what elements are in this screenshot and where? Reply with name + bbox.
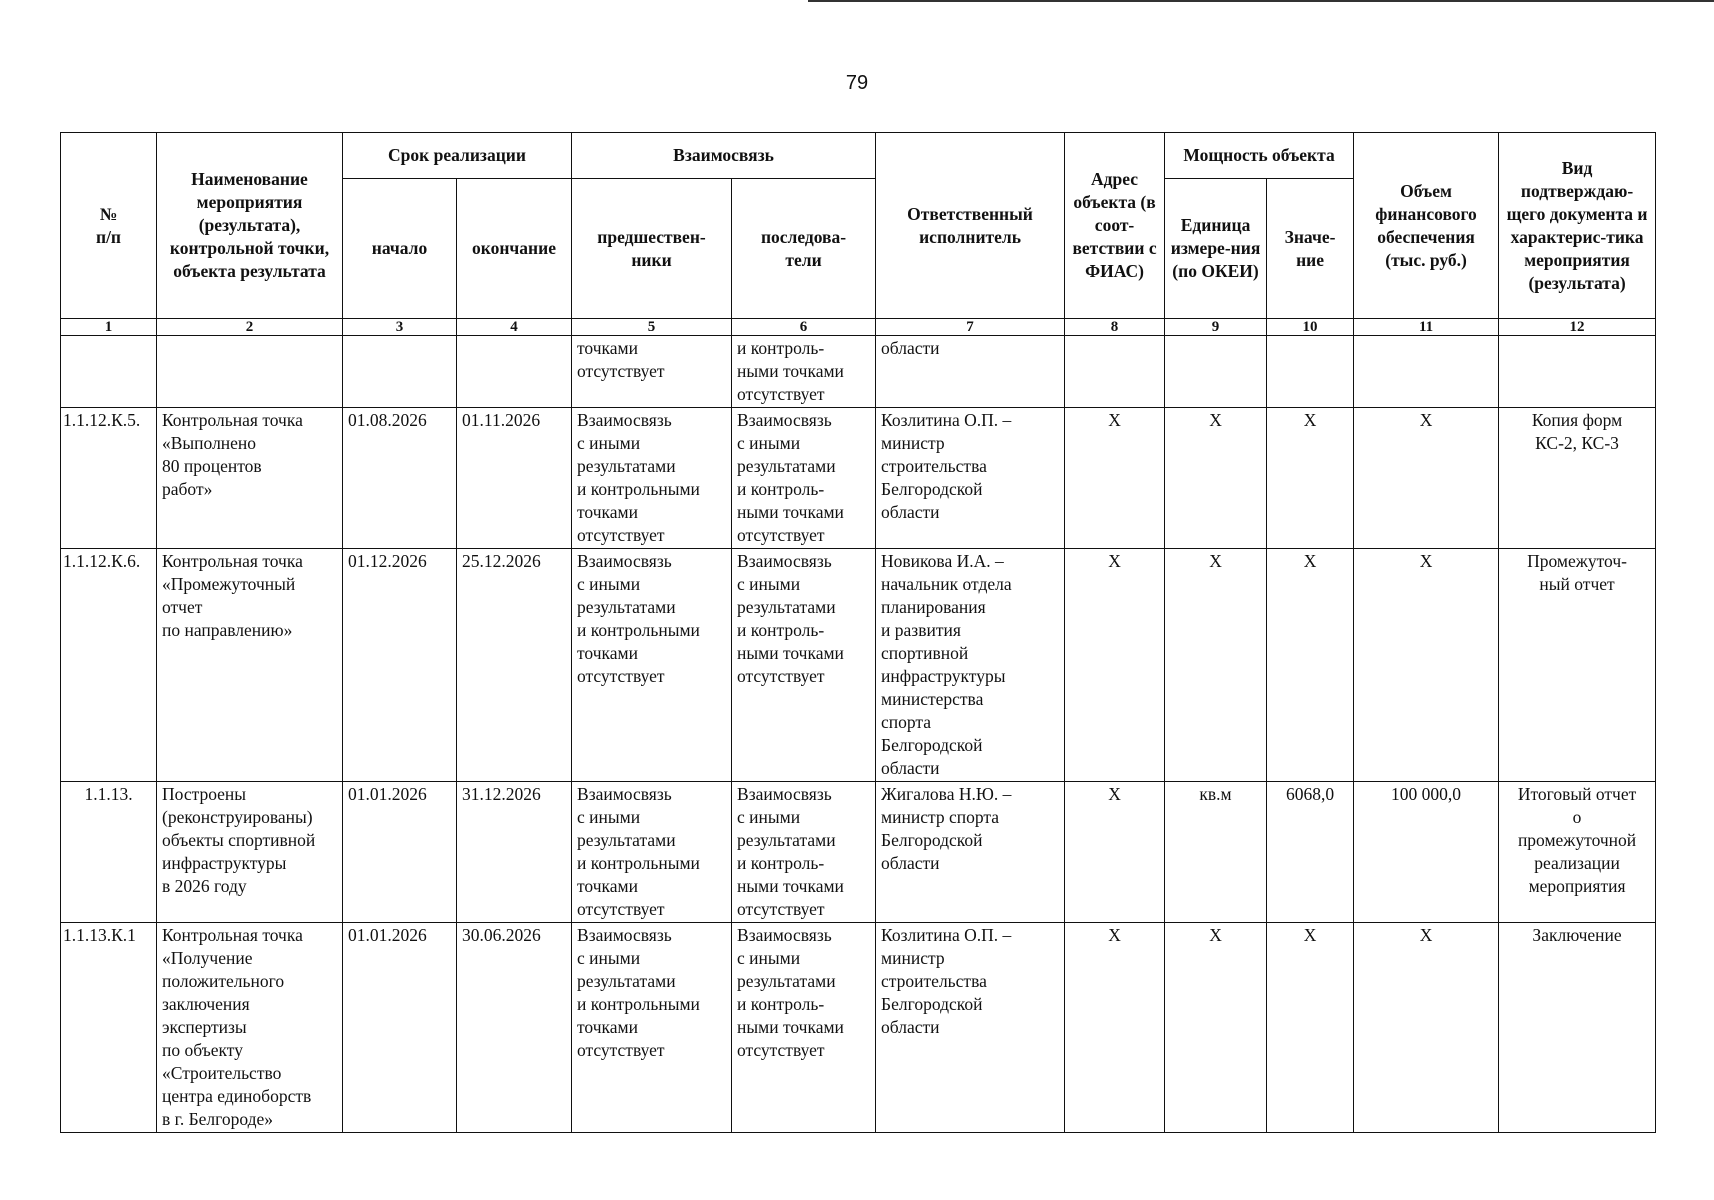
table-row: [61, 923, 1656, 1133]
row-unit: кв.м: [1165, 782, 1267, 923]
row-value: X: [1267, 923, 1354, 1133]
row-next: и контроль- ными точками отсутствует: [732, 336, 876, 408]
col-number: 4: [457, 319, 572, 336]
row-start: [343, 336, 457, 408]
row-finance: X: [1354, 408, 1499, 549]
header-finance: Объем финансового обеспечения (тыс. руб.): [1354, 133, 1499, 319]
row-start: 01.12.2026: [343, 549, 457, 782]
row-unit: X: [1165, 408, 1267, 549]
row-next: Взаимосвязь с иными результатами и контроль- ными точками отсутствует: [732, 549, 876, 782]
row-finance: X: [1354, 923, 1499, 1133]
header-term: Срок реализации: [343, 133, 572, 179]
row-value: [1267, 336, 1354, 408]
header-address: Адрес объекта (в соот-ветствии с ФИАС): [1065, 133, 1165, 319]
row-executor: Козлитина О.П. – министр строительства Белгородской области: [876, 923, 1065, 1133]
row-name: Построены (реконструированы) объекты спортивной инфраструктуры в 2026 году: [157, 782, 343, 923]
row-name: [157, 336, 343, 408]
row-doc: [1499, 336, 1656, 408]
plan-table: [60, 132, 1656, 1133]
column-number-row: [61, 319, 1656, 336]
row-prev: точками отсутствует: [572, 336, 732, 408]
row-name: Контрольная точка «Получение положительного заключения экспертизы по объекту «Строительство центра единоборств в г. Белгороде»: [157, 923, 343, 1133]
page-number: 79: [845, 72, 869, 94]
header-rel-prev: предшествен- ники: [572, 179, 732, 319]
row-prev: Взаимосвязь с иными результатами и контрольными точками отсутствует: [572, 782, 732, 923]
row-executor: области: [876, 336, 1065, 408]
header-executor: Ответственный исполнитель: [876, 133, 1065, 319]
table-row: [61, 336, 1656, 408]
row-doc: Промежуточ- ный отчет: [1499, 549, 1656, 782]
col-number: 6: [732, 319, 876, 336]
row-prev: Взаимосвязь с иными результатами и контрольными точками отсутствует: [572, 408, 732, 549]
row-end: 31.12.2026: [457, 782, 572, 923]
row-doc: Копия форм КС-2, КС-3: [1499, 408, 1656, 549]
row-start: 01.01.2026: [343, 782, 457, 923]
row-name: Контрольная точка «Промежуточный отчет по направлению»: [157, 549, 343, 782]
row-num: 1.1.12.К.5.: [61, 408, 157, 549]
row-doc: Итоговый отчет о промежуточной реализации мероприятия: [1499, 782, 1656, 923]
row-next: Взаимосвязь с иными результатами и контроль- ными точками отсутствует: [732, 782, 876, 923]
row-address: [1065, 336, 1165, 408]
row-unit: X: [1165, 923, 1267, 1133]
row-value: 6068,0: [1267, 782, 1354, 923]
header-term-start: начало: [343, 179, 457, 319]
row-start: 01.01.2026: [343, 923, 457, 1133]
col-number: 10: [1267, 319, 1354, 336]
col-number: 2: [157, 319, 343, 336]
row-end: 25.12.2026: [457, 549, 572, 782]
header-num: № п/п: [61, 133, 157, 319]
table-row: [61, 408, 1656, 549]
row-finance: X: [1354, 549, 1499, 782]
col-number: 3: [343, 319, 457, 336]
row-end: 30.06.2026: [457, 923, 572, 1133]
row-name: Контрольная точка «Выполнено 80 процентов работ»: [157, 408, 343, 549]
row-value: X: [1267, 549, 1354, 782]
row-address: X: [1065, 408, 1165, 549]
row-end: [457, 336, 572, 408]
row-doc: Заключение: [1499, 923, 1656, 1133]
header-rel-next: последова- тели: [732, 179, 876, 319]
row-next: Взаимосвязь с иными результатами и контроль- ными точками отсутствует: [732, 408, 876, 549]
row-finance: [1354, 336, 1499, 408]
row-num: 1.1.13.К.1: [61, 923, 157, 1133]
row-address: X: [1065, 923, 1165, 1133]
table-row: [61, 549, 1656, 782]
header-term-end: окончание: [457, 179, 572, 319]
row-executor: Новикова И.А. – начальник отдела планирования и развития спортивной инфраструктуры министерства спорта Белгородской области: [876, 549, 1065, 782]
row-address: X: [1065, 549, 1165, 782]
col-number: 7: [876, 319, 1065, 336]
col-number: 9: [1165, 319, 1267, 336]
header-value: Значе-ние: [1267, 179, 1354, 319]
row-unit: [1165, 336, 1267, 408]
header-doc-type: Вид подтверждаю-щего документа и характерис-тика мероприятия (результата): [1499, 133, 1656, 319]
col-number: 12: [1499, 319, 1656, 336]
row-end: 01.11.2026: [457, 408, 572, 549]
row-executor: Козлитина О.П. – министр строительства Белгородской области: [876, 408, 1065, 549]
header-name: Наименование мероприятия (результата), контрольной точки, объекта результата: [157, 133, 343, 319]
row-num: 1.1.12.К.6.: [61, 549, 157, 782]
row-num: 1.1.13.: [61, 782, 157, 923]
header-capacity: Мощность объекта: [1165, 133, 1354, 179]
row-start: 01.08.2026: [343, 408, 457, 549]
row-address: X: [1065, 782, 1165, 923]
row-next: Взаимосвязь с иными результатами и контроль- ными точками отсутствует: [732, 923, 876, 1133]
row-executor: Жигалова Н.Ю. – министр спорта Белгородской области: [876, 782, 1065, 923]
col-number: 5: [572, 319, 732, 336]
row-finance: 100 000,0: [1354, 782, 1499, 923]
row-value: X: [1267, 408, 1354, 549]
row-unit: X: [1165, 549, 1267, 782]
col-number: 1: [61, 319, 157, 336]
col-number: 8: [1065, 319, 1165, 336]
header-unit: Единица измере-ния (по ОКЕИ): [1165, 179, 1267, 319]
col-number: 11: [1354, 319, 1499, 336]
row-prev: Взаимосвязь с иными результатами и контрольными точками отсутствует: [572, 923, 732, 1133]
header-relation: Взаимосвязь: [572, 133, 876, 179]
row-num: [61, 336, 157, 408]
row-prev: Взаимосвязь с иными результатами и контрольными точками отсутствует: [572, 549, 732, 782]
top-border-line: [808, 0, 1714, 2]
table-row: [61, 782, 1656, 923]
